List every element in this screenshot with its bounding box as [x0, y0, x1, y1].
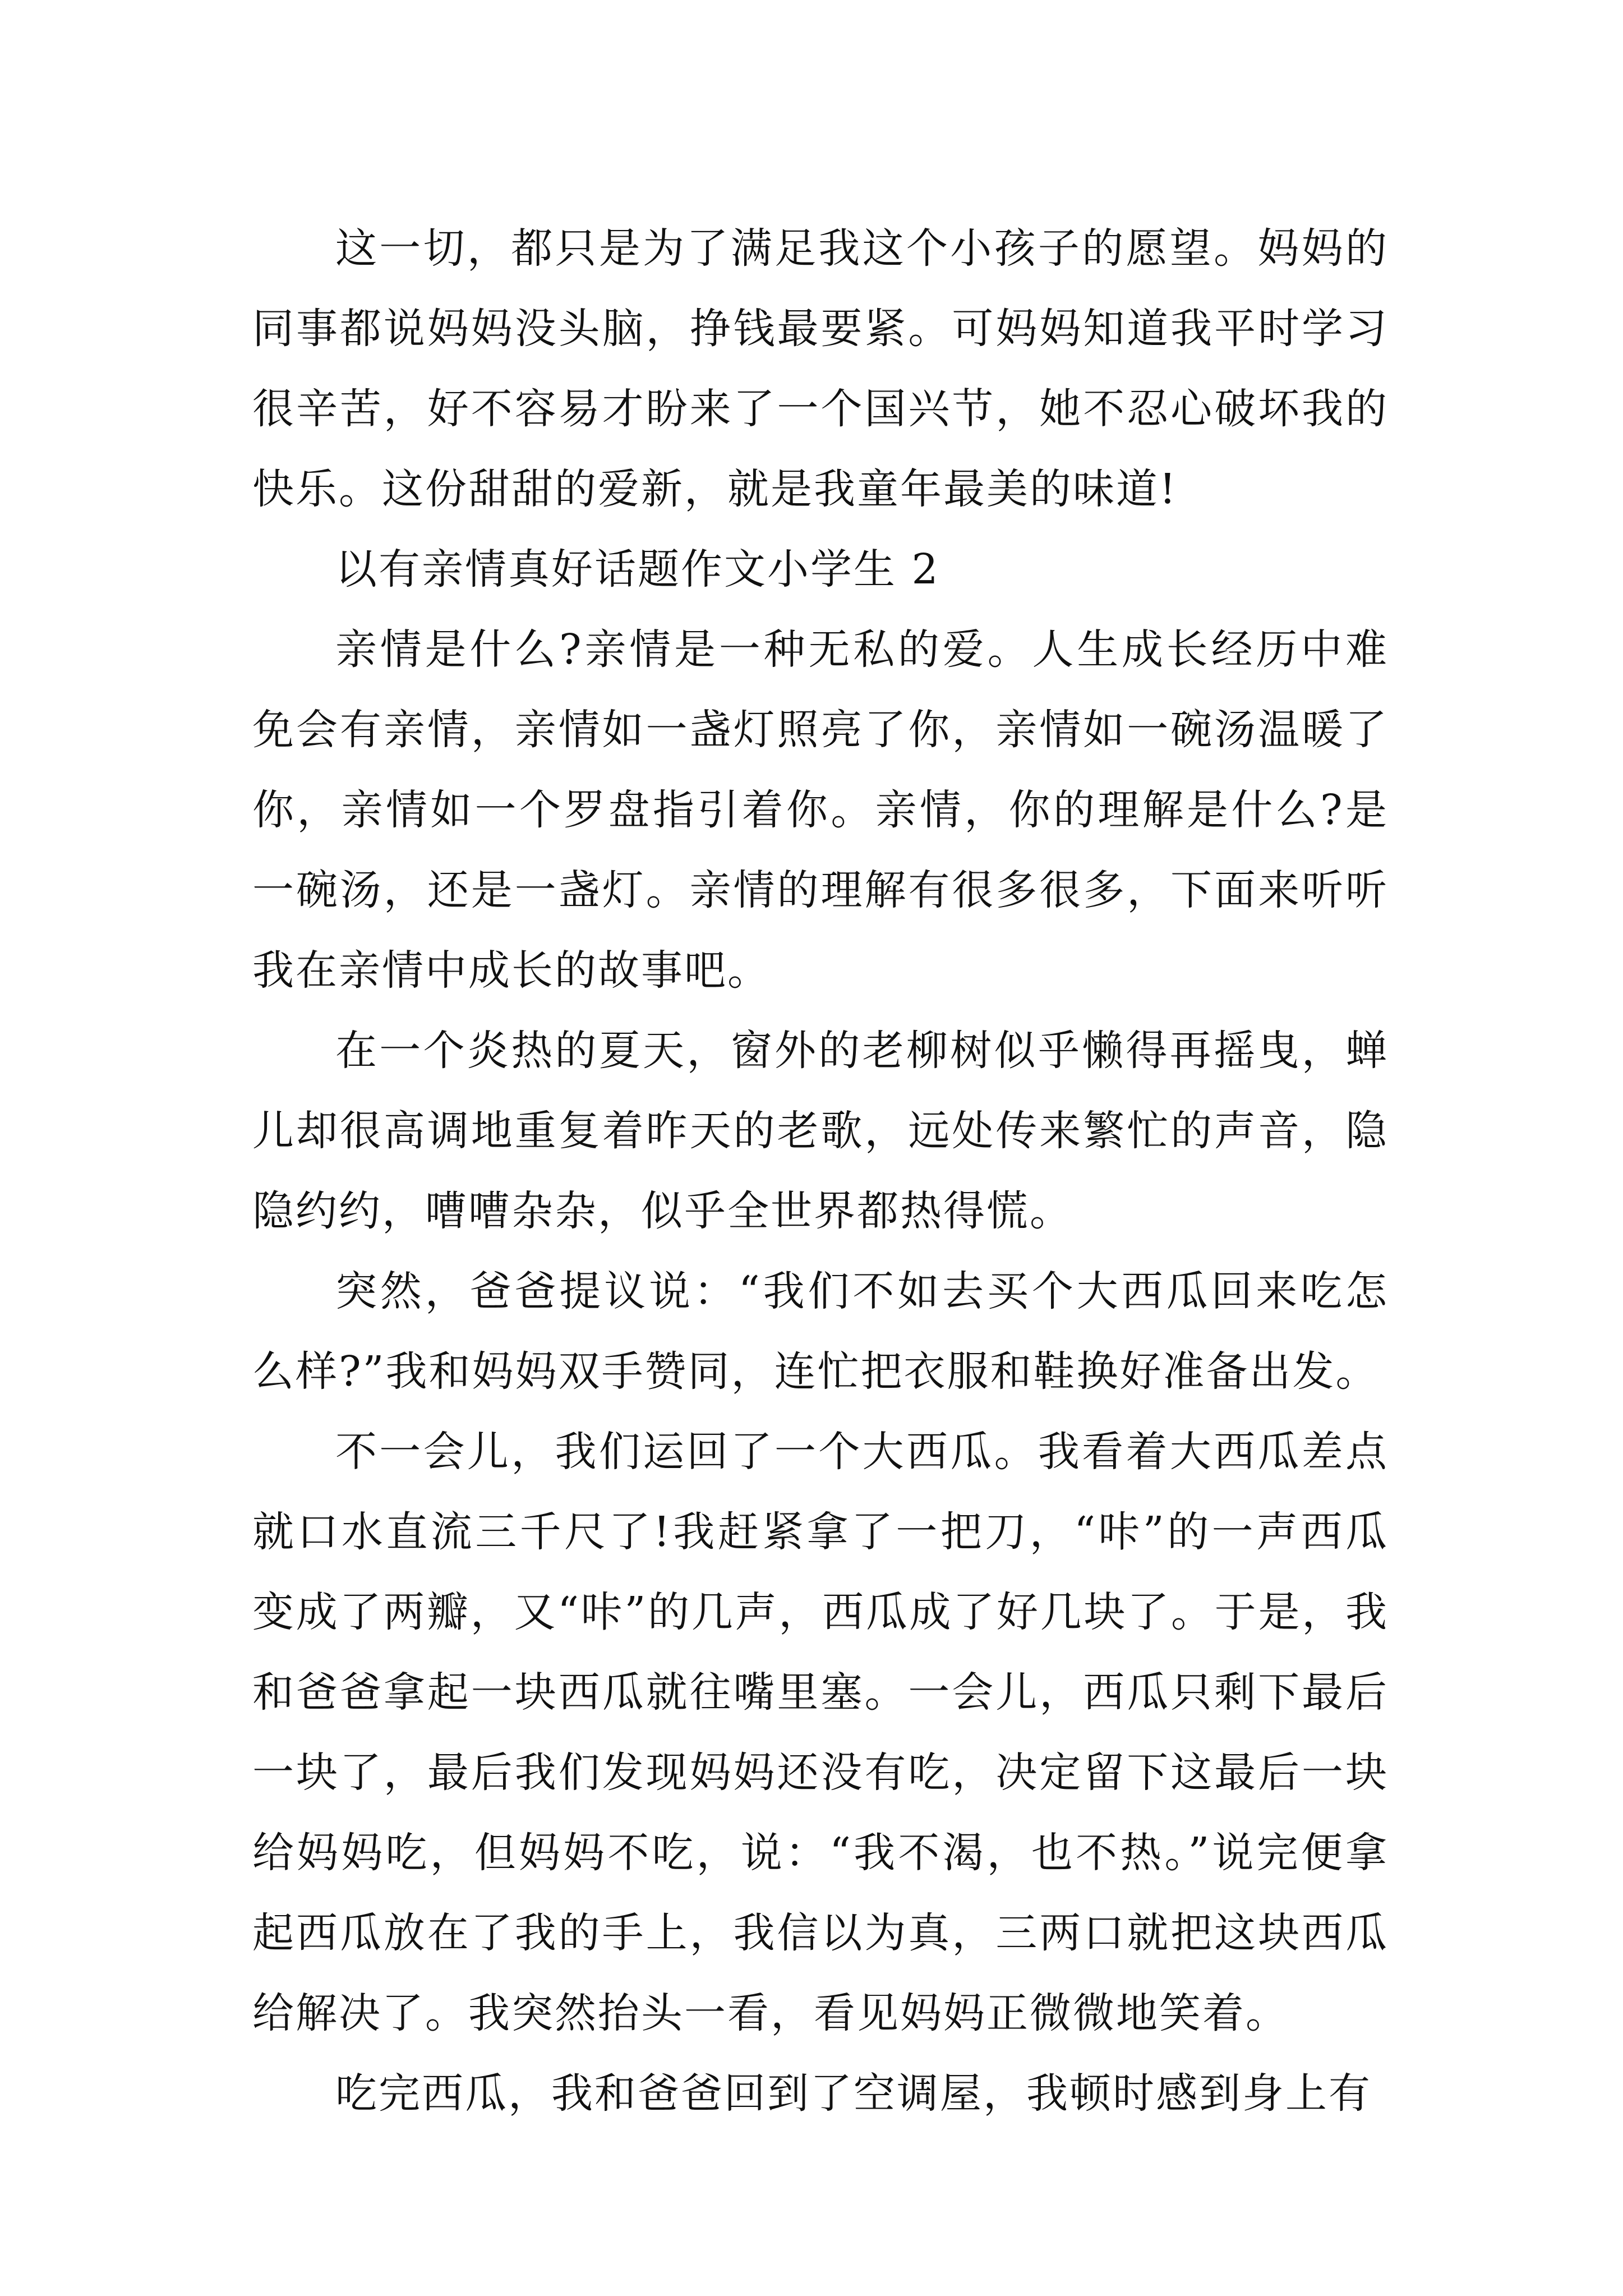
paragraph-summer: 在一个炎热的夏天，窗外的老柳树似乎懒得再摇曳，蝉儿却很高调地重复着昨天的老歌，远处传来繁忙的声音，隐隐约约，嘈嘈杂杂，似乎全世界都热得慌。	[252, 1027, 1389, 1235]
paragraph-watermelon: 不一会儿，我们运回了一个大西瓜。我看着大西瓜差点就口水直流三千尺了!我赶紧拿了一把刀，“咔”的一声西瓜变成了两瓣，又“咔”的几声，西瓜成了好几块了。于是，我和爸爸拿起一块西瓜就往嘴里塞。一会儿，西瓜只剩下最后一块了，最后我们发现妈妈还没有吃，决定留下这最后一块给妈妈吃，但妈妈不吃，说：“我不渴，也不热。”说完便拿起西瓜放在了我的手上，我信以为真，三两口就把这块西瓜给解决了。我突然抬头一看，看见妈妈正微微地笑着。	[252, 1428, 1389, 2037]
paragraph-ending-story-one: 这一切，都只是为了满足我这个小孩子的愿望。妈妈的同事都说妈妈没头脑，挣钱最要紧。可妈妈知道我平时学习很辛苦，好不容易才盼来了一个国兴节，她不忍心破坏我的快乐。这份甜甜的爱新，就是我童年最美的味道!	[252, 224, 1389, 513]
section-heading: 以有亲情真好话题作文小学生 2	[335, 545, 940, 593]
document-body	[252, 209, 1389, 2134]
paragraph-after: 吃完西瓜，我和爸爸回到了空调屋，我顿时感到身上有	[335, 2069, 1372, 2118]
paragraph-intro: 亲情是什么?亲情是一种无私的爱。人生成长经历中难免会有亲情，亲情如一盏灯照亮了你，亲情如一碗汤温暖了你，亲情如一个罗盘指引着你。亲情，你的理解是什么?是一碗汤，还是一盏灯。亲情的理解有很多很多，下面来听听我在亲情中成长的故事吧。	[252, 625, 1389, 995]
paragraph-suggestion: 突然，爸爸提议说：“我们不如去买个大西瓜回来吃怎么样?”我和妈妈双手赞同，连忙把衣服和鞋换好准备出发。	[252, 1267, 1389, 1396]
